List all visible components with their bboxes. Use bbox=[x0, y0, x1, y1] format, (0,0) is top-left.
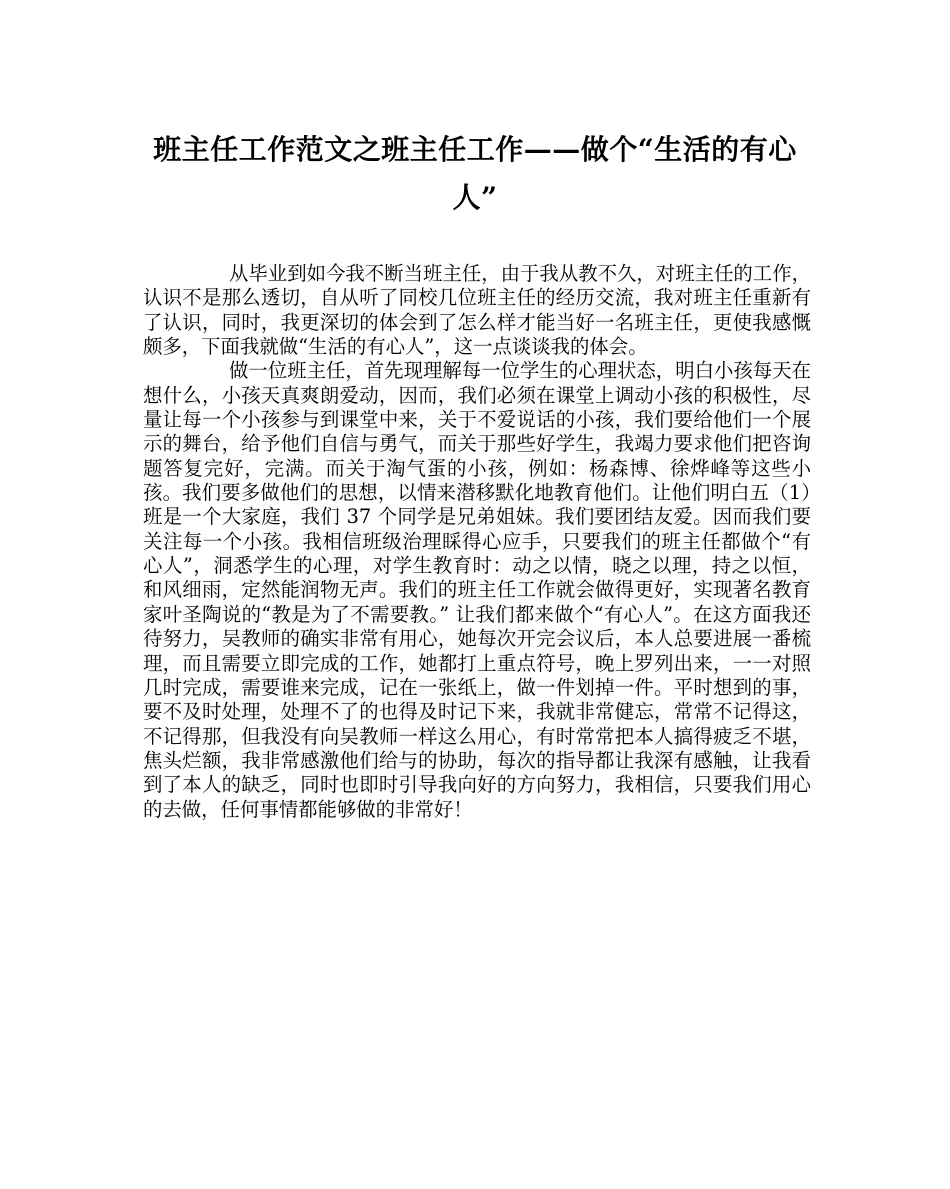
document-body bbox=[143, 262, 811, 822]
paragraph-1: 从毕业到如今我不断当班主任，由于我从教不久，对班主任的工作，认识不是那么透切，自从听了同校几位班主任的经历交流，我对班主任重新有了认识，同时，我更深切的体会到了怎么样才能当好一名班主任，更使我感慨颇多，下面我就做“生活的有心人”，这一点谈谈我的体会。 bbox=[143, 262, 811, 359]
page-title: 班主任工作范文之班主任工作——做个“生活的有心人” bbox=[153, 133, 797, 214]
paragraph-2: 做一位班主任，首先现理解每一位学生的心理状态，明白小孩每天在想什么，小孩天真爽朗爱动，因而，我们必须在课堂上调动小孩的积极性，尽量让每一个小孩参与到课堂中来，关于不爱说话的小孩，我们要给他们一个展示的舞台，给予他们自信与勇气，而关于那些好学生，我竭力要求他们把咨询题答复完好，完满。而关于淘气蛋的小孩，例如：杨森博、徐烨峰等这些小孩。我们要多做他们的思想，以情来潜移默化地教育他们。让他们明白五（1）班是一个大家庭，我们 37 个同学是兄弟姐妹。我们要团结友爱。因而我们要关注每一个小孩。我相信班级治理睬得心应手，只要我们的班主任都做个“有心人”，洞悉学生的心理，对学生教育时：动之以情，晓之以理，持之以恒，和风细雨，定然能润物无声。我们的班主任工作就会做得更好，实现著名教育家叶圣陶说的“教是为了不需要教。” 让我们都来做个“有心人”。在这方面我还待努力，吴教师的确实非常有用心，她每次开完会议后，本人总要进展一番梳理，而且需要立即完成的工作，她都打上重点符号，晚上罗列出来，一一对照几时完成，需要谁来完成，记在一张纸上，做一件划掉一件。平时想到的事，要不及时处理，处理不了的也得及时记下来，我就非常健忘，常常不记得这，不记得那，但我没有向吴教师一样这么用心，有时常常把本人搞得疲乏不堪，焦头烂额，我非常感激他们给与的协助，每次的指导都让我深有感触，让我看到了本人的缺乏，同时也即时引导我向好的方向努力，我相信，只要我们用心的去做，任何事情都能够做的非常好！ bbox=[143, 359, 811, 821]
